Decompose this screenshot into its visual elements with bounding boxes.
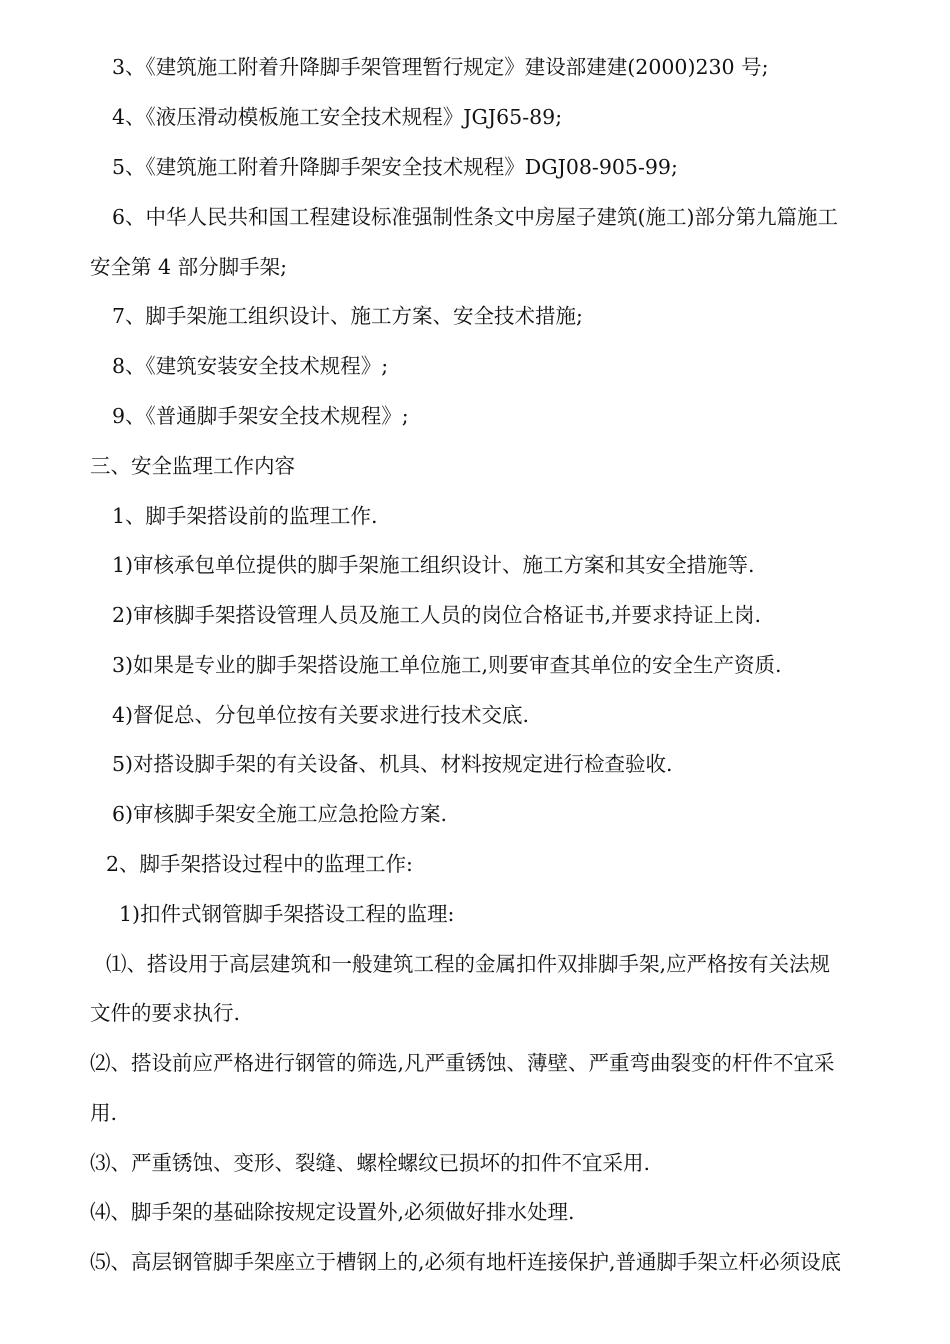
clause-4: ⑷、脚手架的基础除按规定设置外,必须做好排水处理. bbox=[90, 1200, 575, 1224]
subsection-heading-2: 2、脚手架搭设过程中的监理工作: bbox=[106, 852, 413, 876]
list-item-1-6: 6)审核脚手架安全施工应急抢险方案. bbox=[112, 802, 448, 826]
list-item-1-1: 1)审核承包单位提供的脚手架施工组织设计、施工方案和其安全措施等. bbox=[112, 553, 755, 577]
paragraph-regulation-5: 5、《建筑施工附着升降脚手架安全技术规程》DGJ08-905-99; bbox=[112, 155, 678, 179]
paragraph-regulation-8: 8、《建筑安装安全技术规程》; bbox=[112, 354, 389, 378]
list-item-1-4: 4)督促总、分包单位按有关要求进行技术交底. bbox=[112, 703, 530, 727]
paragraph-regulation-6-cont: 安全第 4 部分脚手架; bbox=[90, 255, 287, 279]
list-item-1-2: 2)审核脚手架搭设管理人员及施工人员的岗位合格证书,并要求持证上岗. bbox=[112, 603, 762, 627]
clause-2-cont: 用. bbox=[90, 1101, 118, 1125]
paragraph-regulation-4: 4、《液压滑动模板施工安全技术规程》JGJ65-89; bbox=[112, 105, 563, 129]
paragraph-regulation-3: 3、《建筑施工附着升降脚手架管理暂行规定》建设部建建(2000)230 号; bbox=[112, 55, 769, 79]
list-item-2-1: 1)扣件式钢管脚手架搭设工程的监理: bbox=[119, 902, 455, 926]
clause-3: ⑶、严重锈蚀、变形、裂缝、螺栓螺纹已损坏的扣件不宜采用. bbox=[90, 1151, 651, 1175]
paragraph-regulation-9: 9、《普通脚手架安全技术规程》; bbox=[112, 404, 409, 428]
subsection-heading-1: 1、脚手架搭设前的监理工作. bbox=[112, 504, 378, 528]
paragraph-regulation-6: 6、中华人民共和国工程建设标准强制性条文中房屋子建筑(施工)部分第九篇施工 bbox=[112, 205, 839, 229]
clause-1: ⑴、搭设用于高层建筑和一般建筑工程的金属扣件双排脚手架,应严格按有关法规 bbox=[106, 952, 831, 976]
clause-5: ⑸、高层钢管脚手架座立于槽钢上的,必须有地杆连接保护,普通脚手架立杆必须设底 bbox=[90, 1250, 842, 1274]
clause-2: ⑵、搭设前应严格进行钢管的筛选,凡严重锈蚀、薄壁、严重弯曲裂变的杆件不宜采 bbox=[90, 1051, 835, 1075]
list-item-1-5: 5)对搭设脚手架的有关设备、机具、材料按规定进行检查验收. bbox=[112, 752, 673, 776]
clause-1-cont: 文件的要求执行. bbox=[90, 1001, 241, 1025]
paragraph-regulation-7: 7、脚手架施工组织设计、施工方案、安全技术措施; bbox=[112, 304, 583, 328]
section-heading-3: 三、安全监理工作内容 bbox=[90, 454, 295, 478]
list-item-1-3: 3)如果是专业的脚手架搭设施工单位施工,则要审查其单位的安全生产资质. bbox=[112, 653, 782, 677]
